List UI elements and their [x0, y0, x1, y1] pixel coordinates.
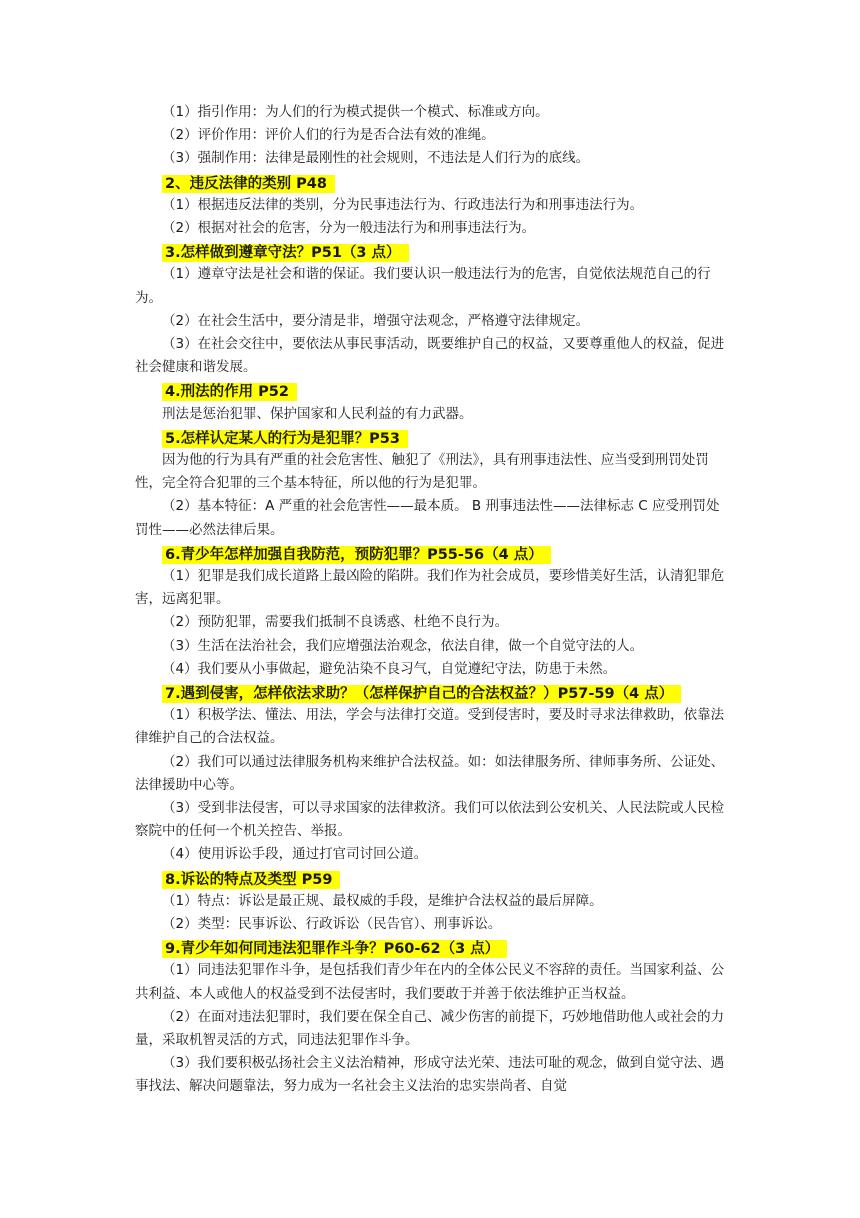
- section-heading: [135, 542, 731, 565]
- paragraph: （3）生活在法治社会，我们应增强法治观念，依法自律，做一个自觉守法的人。: [162, 637, 644, 654]
- paragraph: （2）根据对社会的危害，分为一般违法行为和刑事违法行为。: [162, 220, 536, 236]
- paragraph: 因为他的行为具有严重的社会危害性、触犯了《刑法》，具有刑事违法性、应当受到刑罚处罚性，完全符合犯罪的三个基本特征，所以他的行为是犯罪。: [135, 451, 709, 492]
- paragraph: （1）特点：诉讼是最正规、最权威的手段，是维护合法权益的最后屏障。: [162, 892, 603, 909]
- section-heading-text: 3.怎样做到遵章守法？P51（3 点）: [162, 244, 409, 262]
- document-body: [135, 101, 731, 1099]
- section-heading: [135, 240, 731, 263]
- section-heading-text: 8.诉讼的特点及类型 P59: [162, 871, 340, 889]
- paragraph: （3）受到非法侵害，可以寻求国家的法律救济。我们可以依法到公安机关、人民法院或人民检察院中的任何一个机关控告、举报。: [135, 800, 725, 840]
- section-heading: [135, 681, 731, 704]
- paragraph: （2）我们可以通过法律服务机构来维护合法权益。如：如法律服务所、律师事务所、公证处、法律援助中心等。: [135, 753, 725, 793]
- paragraph: （4）我们要从小事做起，避免沾染不良习气，自觉遵纪守法，防患于未然。: [162, 660, 617, 677]
- paragraph: （2）类型：民事诉讼、行政诉讼（民告官）、刑事诉讼。: [162, 916, 502, 932]
- paragraph: （2）在社会生活中，要分清是非，增强守法观念，严格遵守法律规定。: [162, 312, 590, 329]
- paragraph: （1）遵章守法是社会和谐的保证。我们要认识一般违法行为的危害，自觉依法规范自己的行为。: [135, 266, 711, 306]
- paragraph: （1）同违法犯罪作斗争，是包括我们青少年在内的全体公民义不容辞的责任。当国家利益、公共利益、本人或他人的权益受到不法侵害时，我们要敢于并善于依法维护正当权益。: [135, 962, 725, 1002]
- section-heading-text: 6.青少年怎样加强自我防范，预防犯罪？P55-56（4 点）: [162, 546, 551, 564]
- paragraph: 刑法是惩治犯罪、保护国家和人民利益的有力武器。: [162, 405, 473, 422]
- paragraph: （2）基本特征：A 严重的社会危害性——最本质。 B 刑事违法性——法律标志 C 应受刑罚处罚性——必然法律后果。: [135, 498, 720, 538]
- section-heading-text: 7.遇到侵害，怎样依法求助？（怎样保护自己的合法权益？）P57-59（4 点）: [162, 685, 681, 703]
- section-heading-text: 2、违反法律的类别 P48: [162, 175, 335, 193]
- paragraph: （1）犯罪是我们成长道路上最凶险的陷阱。我们作为社会成员，要珍惜美好生活，认清犯罪危害，远离犯罪。: [135, 567, 725, 608]
- paragraph: （3）强制作用：法律是最刚性的社会规则，不违法是人们行为的底线。: [162, 150, 590, 167]
- paragraph: （3）我们要积极弘扬社会主义法治精神，形成守法光荣、违法可耻的观念，做到自觉守法、遇事找法、解决问题靠法，努力成为一名社会主义法治的忠实崇尚者、自觉: [135, 1055, 725, 1095]
- paragraph: （4）使用诉讼手段，通过打官司讨回公道。: [162, 846, 428, 863]
- section-heading: [135, 426, 731, 449]
- section-heading-text: 5.怎样认定某人的行为是犯罪？P53: [162, 430, 408, 448]
- section-heading-text: 9.青少年如何同违法犯罪作斗争？P60-62（3 点）: [162, 940, 507, 958]
- section-heading: [135, 936, 731, 959]
- paragraph: （1）根据违反法律的类别，分为民事违法行为、行政违法行为和刑事违法行为。: [162, 196, 644, 213]
- section-heading: [135, 171, 731, 194]
- paragraph: （3）在社会交往中，要依法从事民事活动，既要维护自己的权益，又要尊重他人的权益，促进社会健康和谐发展。: [135, 336, 725, 376]
- section-heading-text: 4.刑法的作用 P52: [162, 383, 297, 401]
- paragraph: （1）指引作用：为人们的行为模式提供一个模式、标准或方向。: [162, 104, 549, 120]
- paragraph: （2）评价作用：评价人们的行为是否合法有效的准绳。: [162, 127, 495, 144]
- paragraph: （2）在面对违法犯罪时，我们要在保全自己、减少伤害的前提下，巧妙地借助他人或社会的力量，采取机智灵活的方式，同违法犯罪作斗争。: [135, 1008, 725, 1048]
- paragraph: （1）积极学法、懂法、用法，学会与法律打交道。受到侵害时，要及时寻求法律救助，依靠法律维护自己的合法权益。: [135, 707, 725, 747]
- section-heading: [135, 379, 731, 402]
- paragraph: （2）预防犯罪，需要我们抵制不良诱惑、杜绝不良行为。: [162, 614, 509, 631]
- section-heading: [135, 867, 731, 890]
